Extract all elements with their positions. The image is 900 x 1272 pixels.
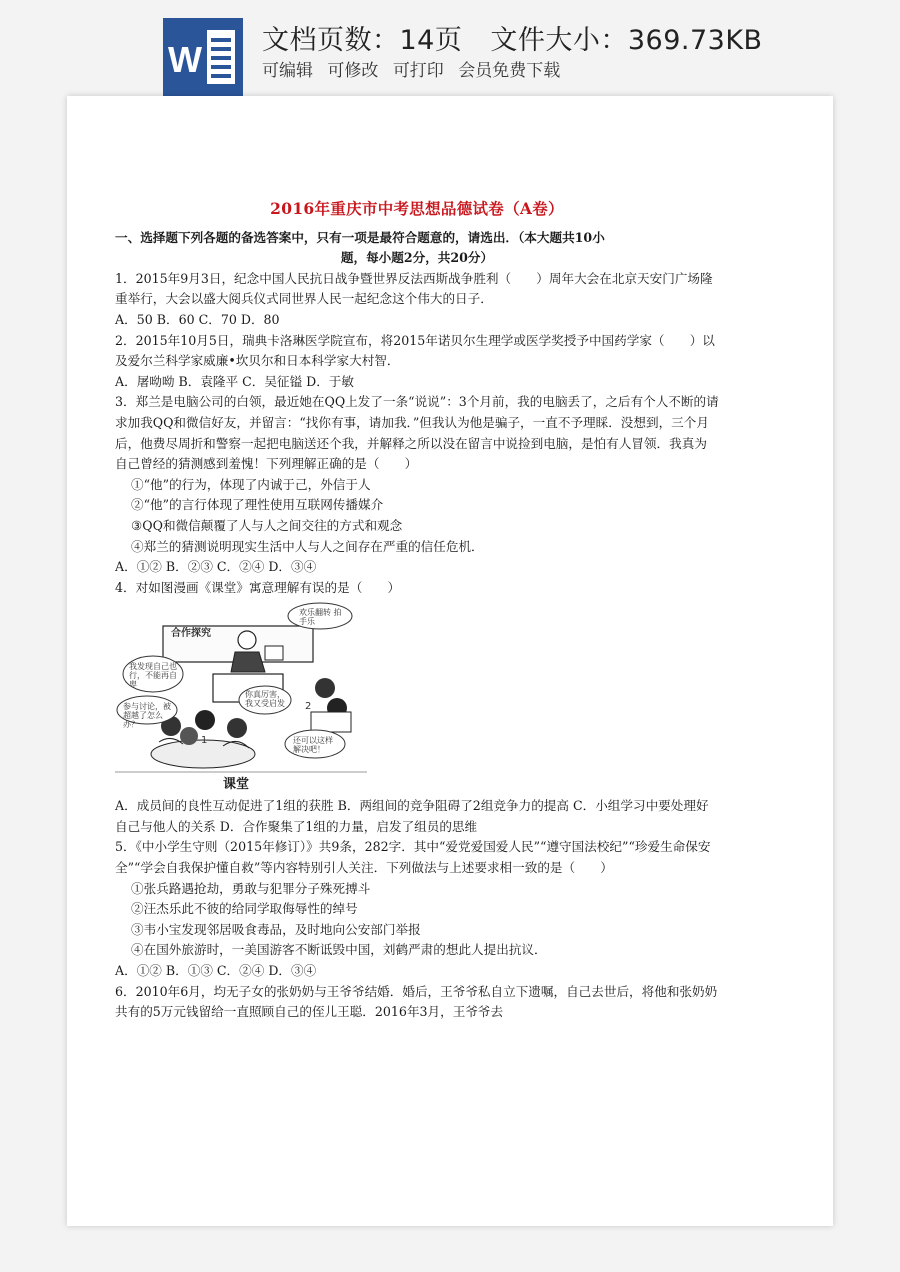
- question-6: 6．2010年6月，均无子女的张奶奶与王爷爷结婚．婚后，王爷爷私自立下遗嘱，自己去世后，将他和张奶奶共有的5万元钱留给一直照顾自己的侄儿王聪．2016年3月，王爷爷去: [115, 983, 718, 1020]
- question-5-item: ②汪杰乐此不彼的给同学取侮辱性的绰号: [131, 901, 358, 917]
- question-3-item: ①“他”的行为，体现了内诚于己，外信于人: [131, 476, 371, 492]
- question-3: 3．郑兰是电脑公司的白领，最近她在QQ上发了一条“说说”：3个月前，我的电脑丢了，之后有个人不断的请求加我QQ和微信好友，并留言：“找你有事，请加我．”但我认为他是骗子，一直不予理睬．没想到，三个月后，他费尽周折和警察一起把电脑送还个我，并解释之所以没在留言中说捡到电脑，是怕有人冒领．我真为自己曾经的猜测感到羞愧！下列理解正确的是（ ）: [115, 394, 719, 472]
- document-title: 2016年重庆市中考思想品德试卷（A卷）: [270, 199, 564, 218]
- feature-modifiable: 可修改: [327, 61, 379, 81]
- download-banner: [0, 0, 900, 100]
- question-5-options: A．①② B．①③ C．②④ D．③④: [115, 963, 317, 979]
- comic-caption: 课堂: [223, 777, 250, 793]
- file-size: 文件大小：369.73KB: [490, 25, 763, 56]
- question-1: 1．2015年9月3日，纪念中国人民抗日战争暨世界反法西斯战争胜利（ ）周年大会在北京天安门广场隆重举行，大会以盛大阅兵仪式同世界人民一起纪念这个伟大的日子．: [115, 270, 713, 307]
- section-heading-line2: 题，每小题2分，共20分）: [340, 250, 494, 266]
- question-5: 5．《中小学生守则（2015年修订）》共9条，282字．其中“爱党爱国爱人民”“遵守国法校纪”“珍爱生命保安全”“学会自我保护懂自救”等内容特别引人关注．下列做法与上述要求相一致的是（ ）: [115, 839, 711, 876]
- comic-bubble-mid: 你真厉害，我又受启发: [245, 690, 285, 709]
- section-heading: [115, 228, 719, 269]
- comic-bubble-right: 还可以这样解决吧！: [293, 736, 333, 755]
- comic-group-label-2: 2: [305, 701, 312, 713]
- question-3-item: ②“他”的言行体现了理性使用互联网传播媒介: [131, 497, 384, 513]
- question-3-options: A．①② B．②③ C．②④ D．③④: [115, 559, 317, 575]
- section-heading-line1: 一、选择题下列各题的备选答案中，只有一项是最符合题意的，请选出．（本大题共10小: [115, 229, 605, 245]
- comic-bubble-left2: 参与讨论，被超越了怎么办？: [123, 702, 171, 730]
- question-1-options: A．50 B．60 C．70 D．80: [115, 311, 280, 327]
- classroom-comic-illustration: [115, 602, 367, 792]
- question-5-item: ④在国外旅游时，一美国游客不断诋毁中国，刘鹤严肃的想此人提出抗议．: [131, 942, 547, 958]
- question-2: 2．2015年10月5日，瑞典卡洛琳医学院宣布，将2015年诺贝尔生理学或医学奖授予中国药学家（ ）以及爱尔兰科学家威廉•坎贝尔和日本科学家大村智．: [115, 332, 715, 369]
- comic-group-label-1: 1: [201, 735, 208, 747]
- document-content: [115, 96, 719, 1023]
- question-4-options: A．成员间的良性互动促进了1组的获胜 B．两组间的竞争阻碍了2组竞争力的提高 C．小组学习中要处理好自己与他人的关系 D．合作聚集了1组的力量，启发了组员的思维: [115, 798, 709, 834]
- question-2-options: A．屠呦呦 B．袁隆平 C．吴征镒 D．于敏: [115, 373, 354, 389]
- feature-printable: 可打印: [392, 61, 444, 81]
- file-info: [262, 18, 763, 57]
- feature-member-download: 会员免费下载: [458, 61, 561, 81]
- feature-editable: 可编辑: [262, 61, 313, 81]
- comic-bubble-left: 我发现自己也行，不能再自卑: [129, 662, 177, 690]
- question-5-item: ①张兵路遇抢劫，勇敢与犯罪分子殊死搏斗: [131, 880, 371, 896]
- comic-bubble-top: 欢乐翻转 拍手乐: [299, 608, 342, 627]
- comic-board-label: 合作探究: [171, 628, 211, 640]
- question-5-item: ③韦小宝发现邻居吸食毒品，及时地向公安部门举报: [131, 921, 421, 937]
- page-count: 文档页数：14页: [262, 25, 463, 56]
- word-document-icon: [163, 18, 243, 96]
- question-3-item: ④郑兰的猜测说明现实生活中人与人之间存在严重的信任危机．: [131, 538, 484, 554]
- question-4: 4．对如图漫画《课堂》寓意理解有误的是（ ）: [115, 579, 401, 595]
- question-3-item: ③QQ和微信颠覆了人与人之间交往的方式和观念: [131, 517, 403, 533]
- feature-list: [262, 56, 569, 81]
- word-icon-letter: W: [168, 39, 202, 80]
